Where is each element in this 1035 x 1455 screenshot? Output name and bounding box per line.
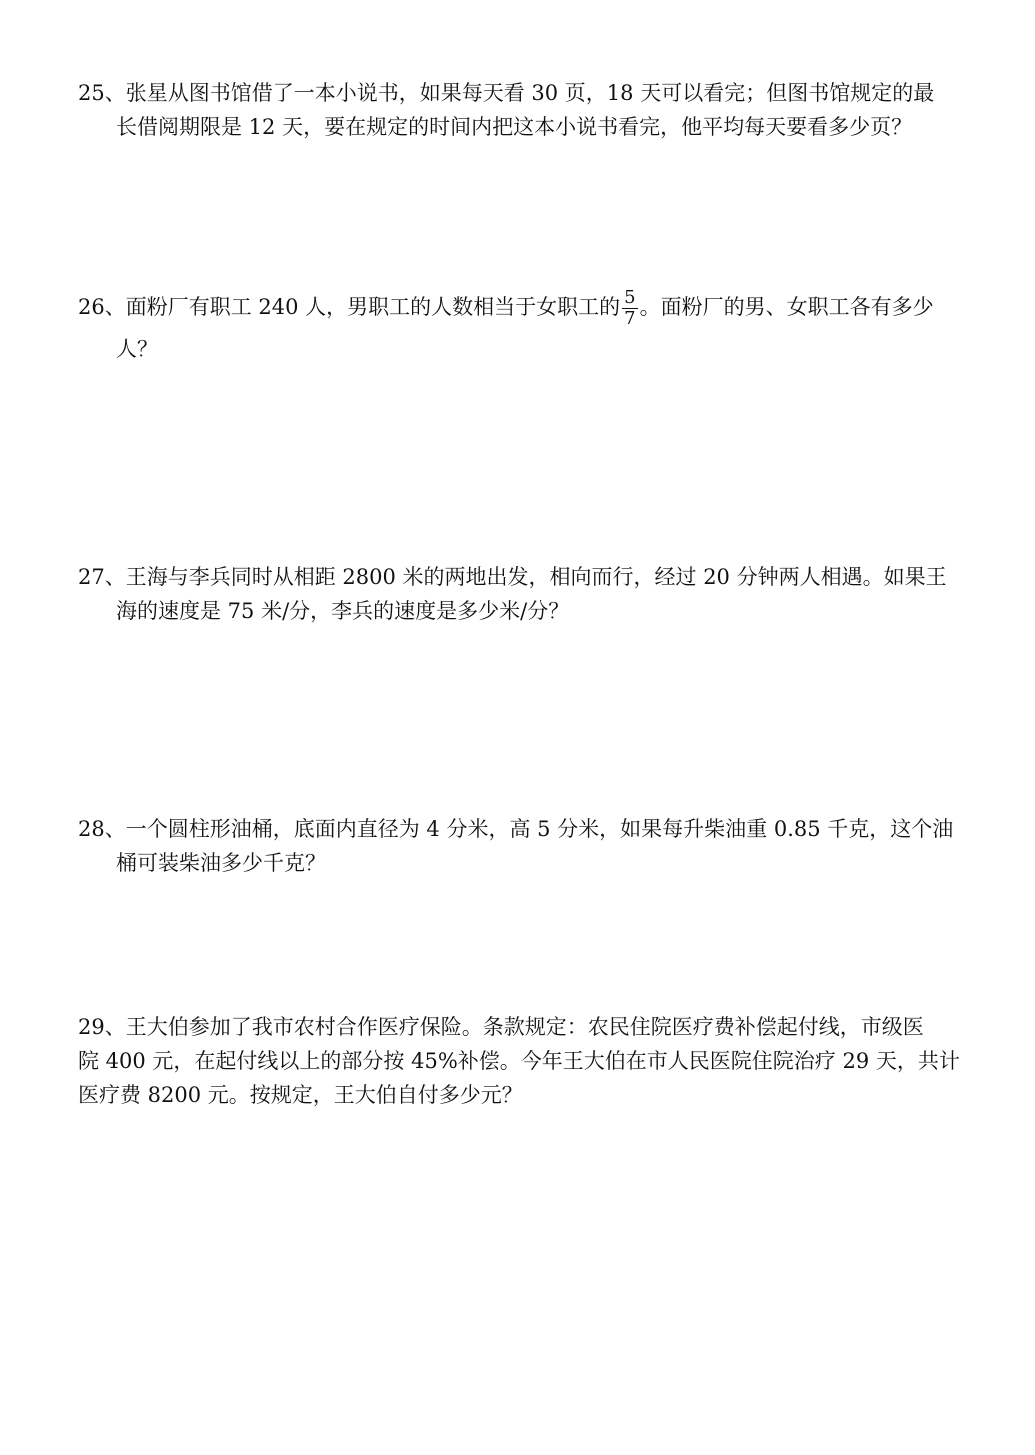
problem-26-line-1 <box>78 282 958 332</box>
fraction-denominator: 7 <box>624 308 636 329</box>
fraction <box>622 288 637 329</box>
problem-text: 王海与李兵同时从相距 2800 米的两地出发，相向而行，经过 20 分钟两人相遇。如果王 <box>125 565 947 589</box>
problem-text: 王大伯参加了我市农村合作医疗保险。条款规定：农民住院医疗费补偿起付线，市级医 <box>125 1015 924 1039</box>
problem-27-line-2: 海的速度是 75 米/分，李兵的速度是多少米/分？ <box>116 599 570 623</box>
problem-27-line-1 <box>78 560 958 594</box>
problem-text: 张星从图书馆借了一本小说书，如果每天看 30 页，18 天可以看完；但图书馆规定的最 <box>125 81 935 105</box>
problem-25 <box>78 76 958 144</box>
problem-28-line-2: 桶可装柴油多少千克？ <box>116 851 326 875</box>
problem-25-line-2: 长借阅期限是 12 天，要在规定的时间内把这本小说书看完，他平均每天要看多少页？ <box>116 115 913 139</box>
problem-29-line-3: 医疗费 8200 元。按规定，王大伯自付多少元？ <box>78 1083 523 1107</box>
problem-26-line-2: 人？ <box>116 337 158 361</box>
problem-29-line-1 <box>78 1010 958 1044</box>
problem-number: 26、 <box>78 295 126 319</box>
problem-text: 。面粉厂的男、女职工各有多少 <box>639 295 934 319</box>
problem-number: 28、 <box>78 817 126 841</box>
problem-number: 27、 <box>78 565 126 589</box>
problem-27 <box>78 560 958 628</box>
problem-number: 25、 <box>78 81 126 105</box>
problem-28 <box>78 812 958 880</box>
fraction-numerator: 5 <box>624 287 636 308</box>
problem-28-line-1 <box>78 812 958 846</box>
problem-25-line-1 <box>78 76 958 110</box>
problem-29-line-2: 院 400 元，在起付线以上的部分按 45%补偿。今年王大伯在市人民医院住院治疗 29 天，共计 <box>78 1049 960 1073</box>
problem-26 <box>78 282 958 366</box>
problem-text: 面粉厂有职工 240 人，男职工的人数相当于女职工的 <box>125 295 621 319</box>
problem-text: 一个圆柱形油桶，底面内直径为 4 分米，高 5 分米，如果每升柴油重 0.85 千克，这个油 <box>125 817 954 841</box>
problem-number: 29、 <box>78 1015 126 1039</box>
problem-29 <box>78 1010 958 1112</box>
